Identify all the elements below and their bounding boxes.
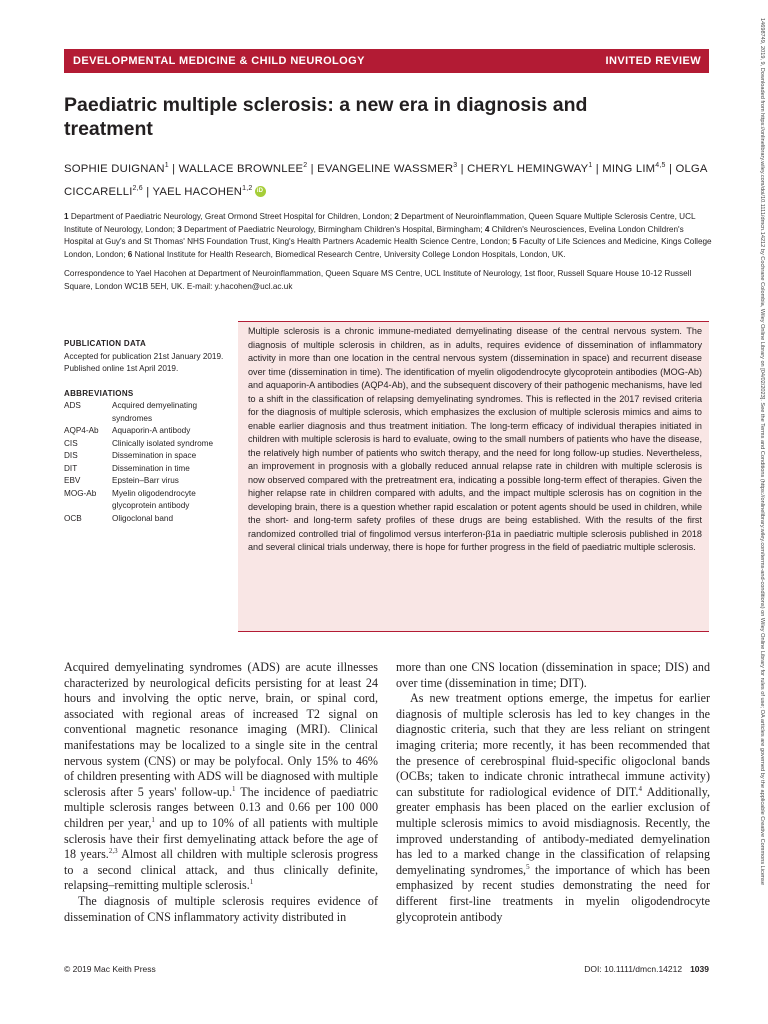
body-text: and up to 10% of all patients with multiple sclerosis have their first demyelinating attack before the age of 18 years. <box>64 815 378 862</box>
author-affiliation-number: 4,5 <box>655 162 666 169</box>
sidebar <box>64 338 239 525</box>
abbreviation-definition: Acquired demyelinating syndromes <box>112 401 198 423</box>
abbreviation-row <box>64 488 239 513</box>
affiliations <box>64 211 714 261</box>
abbreviation: OCB <box>64 513 82 523</box>
affiliation-number: 5 <box>512 237 517 247</box>
author-separator: | <box>665 162 676 175</box>
body-column-left <box>64 660 378 925</box>
abbreviation: AQP4-Ab <box>64 426 99 435</box>
body-text: Almost all children with multiple sclerosis progress to a second clinical attack, and thus clinically definite, relapsing–remitting multiple sclerosis. <box>64 847 378 893</box>
affiliation-text: Department of Paediatric Neurology, Great Ormond Street Hospital for Children, London; <box>68 212 395 221</box>
abstract: Multiple sclerosis is a chronic immune-mediated demyelinating disease of the central nervous system. The diagnosis of multiple sclerosis in children, as in adults, requires evidence of dissemination of inflammatory activity in more than one location in the central nervous system (dissemination in space) and recurrent disease over time (dissemination in time). The identification of myelin oligodendrocyte glycoprotein antibodies (MOG-Ab) and aquaporin-A antibodies (AQP4-Ab), and the subsequent discovery of their pathogenic mechanisms, have led to a shift in the classification of relapsing demyelinating syndromes. This is reflected in the 2017 revised criteria for the diagnosis of multiple sclerosis, which emphasizes the exclusion of multiple sclerosis mimics and aims to enable earlier diagnosis and thus treatment initiation. The long-term efficacy of individual therapies initiated in children with multiple sclerosis is hard to evaluate, owing to the small numbers of patients who have the disease, the relatively high number of patients who switch therapy, and the need for long follow-up studies. Nevertheless, an improvement in prognosis with a globally reduced annual relapse rate in children with multiple sclerosis is now observed compared with the pretreatment era, indicating a possible long-term effect of therapies. Given the higher relapse rate in children compared with adults, and the impact multiple sclerosis has on cognition in the developing brain, there is a question whether rapid escalation or potent agents should be used in children, while the short- and long-term safety profiles of these drugs are being established. With the results of the first randomized controlled trial of fingolimod versus interferon-β1a in paediatric multiple sclerosis published in 2018 and several clinical trials underway, there is hope for further progress in the field of paediatric multiple sclerosis. <box>238 321 709 632</box>
abbreviation-row <box>64 400 239 425</box>
author-separator: | <box>307 162 318 175</box>
abbreviation: DIT <box>64 463 78 473</box>
abbreviation-definition: Clinically isolated syndrome <box>112 438 214 448</box>
abbreviation-row <box>64 475 239 488</box>
body-column-right <box>396 660 710 925</box>
author-name: MING LIM <box>602 162 656 175</box>
author-affiliation-number: 2 <box>303 162 308 169</box>
author-separator: | <box>142 185 153 198</box>
author-name: OLGA CICCARELLI <box>64 162 708 198</box>
footer-right <box>584 964 709 974</box>
author-affiliation-number: 3 <box>453 162 458 169</box>
affiliation-text: National Institute for Health Research, Biomedical Research Centre, University College London Hospitals, London, UK. <box>132 249 566 259</box>
citation-reference[interactable]: 4 <box>638 784 642 793</box>
doi: DOI: 10.1111/dmcn.14212 <box>584 964 683 974</box>
journal-banner <box>64 49 709 73</box>
author-affiliation-number: 1 <box>588 162 593 169</box>
abbreviation-row <box>64 463 239 476</box>
publication-data-heading: PUBLICATION DATA <box>64 339 147 348</box>
citation-reference[interactable]: 1 <box>249 878 254 887</box>
author-list <box>64 156 714 202</box>
abbreviation-row <box>64 450 239 463</box>
affiliation-text: Department of Paediatric Neurology, Birmingham Children's Hospital, Birmingham; <box>181 224 485 234</box>
abbreviations-heading: ABBREVIATIONS <box>64 388 134 398</box>
body-paragraph: more than one CNS location (dissemination in space; DIS) and over time (dissemination in time; DIT). <box>396 660 710 690</box>
journal-name: DEVELOPMENTAL MEDICINE & CHILD NEUROLOGY <box>73 55 365 67</box>
correspondence: Correspondence to Yael Hacohen at Department of Neuroinflammation, Queen Square MS Centre, UCL Institute of Neurology, 1st floor, Russell Square House 10-12 Russell Square, London WC1B 5EH, UK. E-mail: y.hacohen@ucl.ac.uk <box>64 269 692 291</box>
body-text: Additionally, greater emphasis has been placed on the earlier exclusion of multiple sclerosis mimics to avoid misdiagnosis. Recently, the improved understanding of antibody-mediated demyelination has led to a marked change in the classification of relapsing demyelinating syndromes, <box>396 784 710 877</box>
citation-reference[interactable]: 1 <box>151 815 155 824</box>
affiliation-number: 6 <box>127 249 133 259</box>
body-text: As new treatment options emerge, the impetus for earlier diagnosis of multiple sclerosis has led to key changes in the diagnostic criteria, such that they are less reliant on stringent imaging criteria; more recently, it has been recommended that the presence of cerebrospinal fluid-specific oligoclonal bands (OCBs; taken to indicate chronic intrathecal immune activity) can substitute for radiological evidence of DIT. <box>396 691 710 799</box>
author-affiliation-number: 1 <box>164 162 169 169</box>
author-name: CHERYL HEMINGWAY <box>467 162 589 175</box>
affiliation-number: 2 <box>394 212 399 221</box>
online-date: Published online 1st April 2019. <box>64 364 179 373</box>
author-affiliation-number: 2,6 <box>132 184 143 192</box>
body-text: Acquired demyelinating syndromes (ADS) are acute illnesses characterized by neurological deficits persisting for at least 24 hours and involving the optic nerve, brain, or spinal cord, associated with regional areas of increased T2 signal on conventional magnetic resonance imaging (MRI). Clinical manifestations may be localized to a single site in the central nervous system (CNS) or may be polyfocal. Only 15% to 46% of children presenting with ADS will be diagnosed with multiple sclerosis after 5 years' follow-up. <box>64 660 378 799</box>
article-type: INVITED REVIEW <box>605 55 701 67</box>
abbreviation: ADS <box>64 401 81 410</box>
author-separator: | <box>457 162 468 175</box>
abbreviation-definition: Epstein–Barr virus <box>112 476 179 485</box>
copyright: © 2019 Mac Keith Press <box>64 964 156 974</box>
citation-reference[interactable]: 1 <box>232 784 236 793</box>
orcid-icon[interactable]: iD <box>255 186 266 197</box>
author-name: WALLACE BROWNLEE <box>178 162 304 175</box>
abbreviation-definition: Dissemination in space <box>112 451 197 460</box>
abbreviation: CIS <box>64 438 78 448</box>
abbreviation-definition: Dissemination in time <box>112 463 190 473</box>
abbreviation: DIS <box>64 451 78 460</box>
body-text: the importance of which has been emphasized by recent studies demonstrating the need for different first-line treatments in myelin oligodendrocyte glycoprotein antibody <box>396 862 710 924</box>
author-name: EVANGELINE WASSMER <box>317 162 454 175</box>
affiliation-number: 3 <box>177 224 182 234</box>
page-number: 1039 <box>690 964 709 974</box>
author-affiliation-number: 1,2 <box>242 184 253 192</box>
author-name: SOPHIE DUIGNAN <box>64 162 165 175</box>
affiliation-text: Faculty of Life Sciences and Medicine, Kings College London, London; <box>64 237 712 259</box>
download-notice <box>748 18 768 1008</box>
body-paragraph <box>64 660 378 894</box>
author-separator: | <box>168 162 179 175</box>
affiliation-text: Children's Neurosciences, Evelina London Children's Hospital at Guy's and St Thomas' NHS Foundation Trust, King's Health Partners Academic Health Science Centre, London; <box>64 224 684 247</box>
abbreviation-definition: Myelin oligodendrocyte glycoprotein antibody <box>112 488 196 510</box>
accepted-date: Accepted for publication 21st January 2019. <box>64 351 224 361</box>
body-paragraph <box>396 691 710 925</box>
affiliation-number: 1 <box>64 212 69 221</box>
body-text: The incidence of paediatric multiple sclerosis ranges between 0.13 and 0.66 per 100 000 children per year, <box>64 784 378 830</box>
citation-reference[interactable]: 2,3 <box>108 847 118 856</box>
abbreviation-row <box>64 513 239 526</box>
page-footer <box>64 964 709 974</box>
abbreviation-definition: Aquaporin-A antibody <box>112 426 191 435</box>
affiliation-number: 4 <box>484 224 490 234</box>
author-name: YAEL HACOHEN <box>152 185 243 198</box>
abbreviation: MOG-Ab <box>64 488 97 498</box>
author-separator: | <box>592 162 603 175</box>
abbreviation-row <box>64 438 239 451</box>
body-paragraph: The diagnosis of multiple sclerosis requires evidence of dissemination of CNS inflammatory activity distributed in <box>64 893 378 924</box>
affiliation-text: Department of Neuroinflammation, Queen Square Multiple Sclerosis Centre, UCL Institute of Neurology, London; <box>64 212 696 234</box>
abbreviations-list <box>64 400 239 525</box>
citation-reference[interactable]: 5 <box>526 862 530 871</box>
abbreviation-row <box>64 425 239 438</box>
abbreviation: EBV <box>64 476 81 485</box>
abbreviation-definition: Oligoclonal band <box>112 513 173 523</box>
article-title: Paediatric multiple sclerosis: a new era in diagnosis and treatment <box>64 94 588 140</box>
download-notice-text: 14698749, 2019, 9, Downloaded from https://onlinelibrary.wiley.com/doi/10.1111/dmcn.14212 by Cochrane Colombia, Wiley Online Library on [04/02/2023]. See the Terms and Conditions (https://onlinelibrary.wiley.com/terms-and-conditions) on Wiley Online Library for rules of use; OA articles are governed by the applicable Creative Commons License <box>759 18 765 885</box>
